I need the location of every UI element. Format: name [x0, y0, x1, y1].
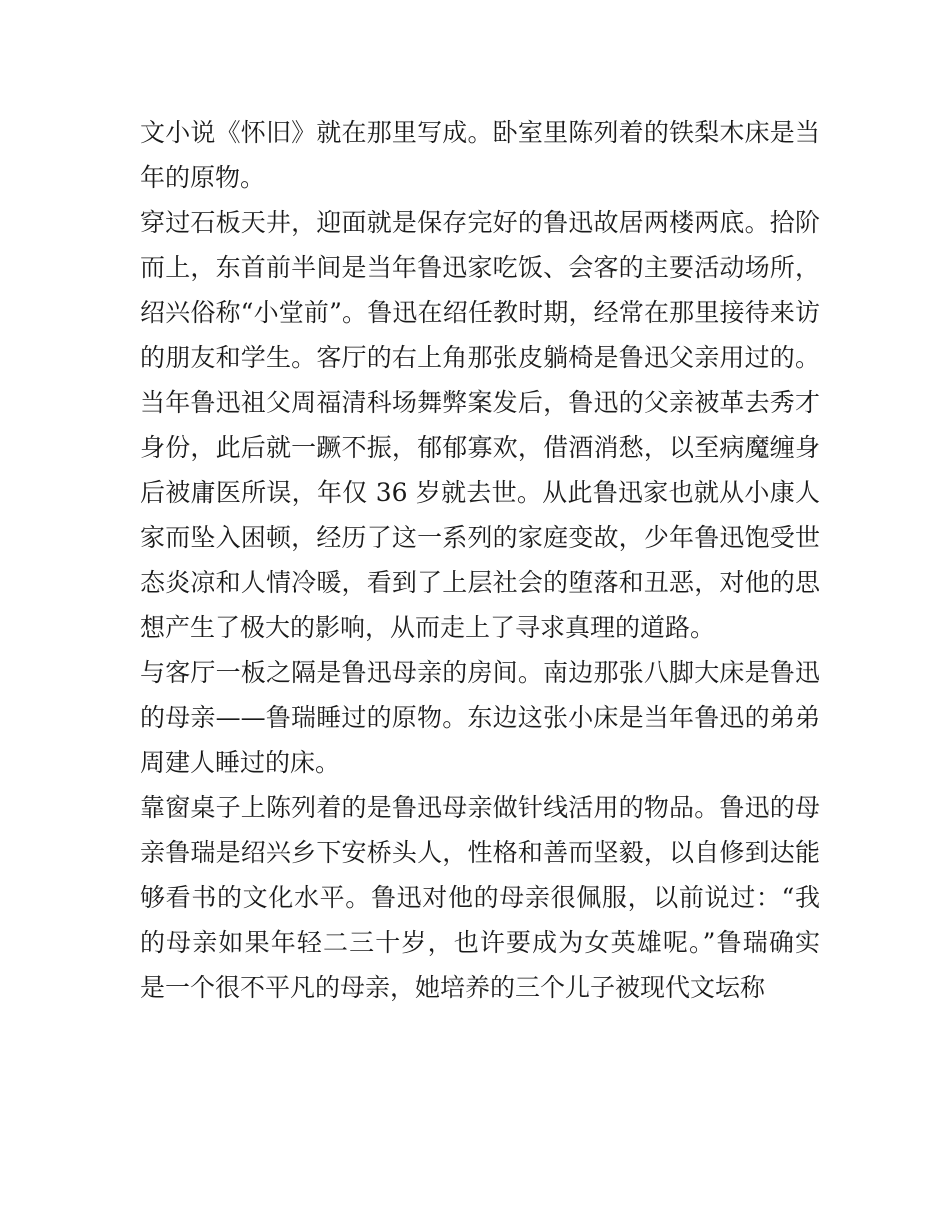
- text-line: 是一个很不平凡的母亲，她培养的三个儿子被现代文坛称: [140, 973, 766, 1002]
- text-line: 亲鲁瑞是绍兴乡下安桥头人，性格和善而坚毅，以自修到达能: [140, 838, 820, 867]
- text-line: 绍兴俗称“小堂前”。鲁迅在绍任教时期，经常在那里接待来访: [140, 298, 820, 327]
- text-line: 够看书的文化水平。鲁迅对他的母亲很佩服，以前说过：“我: [140, 883, 820, 912]
- body-text: [140, 110, 820, 1010]
- text-line: 身份，此后就一蹶不振，郁郁寡欢，借酒消愁，以至病魔缠身: [140, 433, 820, 462]
- text-line: 靠窗桌子上陈列着的是鲁迅母亲做针线活用的物品。鲁迅的母: [140, 793, 820, 822]
- text-line: 穿过石板天井，迎面就是保存完好的鲁迅故居两楼两底。拾阶: [140, 208, 820, 237]
- text-line: 后被庸医所误，年仅 36 岁就去世。从此鲁迅家也就从小康人: [140, 478, 820, 507]
- text-line: 当年鲁迅祖父周福清科场舞弊案发后，鲁迅的父亲被革去秀才: [140, 388, 820, 417]
- text-line: 的母亲——鲁瑞睡过的原物。东边这张小床是当年鲁迅的弟弟: [140, 703, 820, 732]
- text-line: 而上，东首前半间是当年鲁迅家吃饭、会客的主要活动场所，: [140, 253, 820, 282]
- text-line: 文小说《怀旧》就在那里写成。卧室里陈列着的铁梨木床是当: [140, 118, 820, 147]
- text-line: 的母亲如果年轻二三十岁，也许要成为女英雄呢。”鲁瑞确实: [140, 928, 820, 957]
- text-line: 态炎凉和人情冷暖，看到了上层社会的堕落和丑恶，对他的思: [140, 568, 820, 597]
- text-line: 周建人睡过的床。: [140, 748, 341, 777]
- text-line: 的朋友和学生。客厅的右上角那张皮躺椅是鲁迅父亲用过的。: [140, 343, 820, 372]
- text-line: 与客厅一板之隔是鲁迅母亲的房间。南边那张八脚大床是鲁迅: [140, 658, 820, 687]
- text-line: 年的原物。: [140, 163, 266, 192]
- text-line: 想产生了极大的影响，从而走上了寻求真理的道路。: [140, 613, 716, 642]
- text-line: 家而坠入困顿，经历了这一系列的家庭变故，少年鲁迅饱受世: [140, 523, 820, 552]
